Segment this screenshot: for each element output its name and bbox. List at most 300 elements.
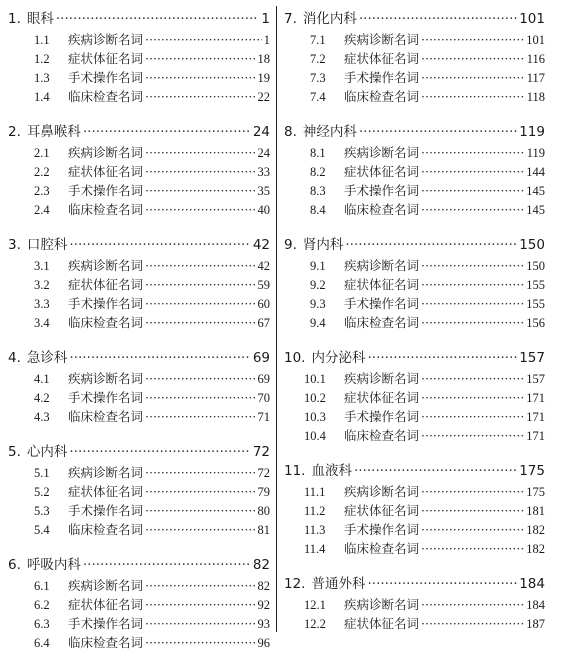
subsection-number: 9.1: [310, 259, 326, 273]
chapter-page-number: 42: [252, 237, 270, 253]
dot-leader: [421, 388, 524, 407]
subsection-title: 临床检查名词: [68, 409, 144, 424]
dot-leader: [421, 520, 524, 539]
toc-subsection-entry[interactable]: [284, 30, 545, 49]
dot-leader: [145, 614, 255, 633]
dot-leader: [145, 181, 255, 200]
toc-subsection-entry[interactable]: [8, 275, 270, 294]
toc-subsection-entry[interactable]: [284, 294, 545, 313]
toc-subsection-entry[interactable]: [8, 595, 270, 614]
subsection-page-number: 42: [257, 259, 270, 273]
toc-subsection-entry[interactable]: [8, 68, 270, 87]
subsection-title: 症状体征名词: [68, 164, 144, 179]
subsection-page-number: 119: [526, 146, 545, 160]
chapter-title: 血液科: [311, 463, 352, 479]
subsection-title: 症状体征名词: [344, 164, 420, 179]
subsection-page-number: 117: [526, 71, 545, 85]
dot-leader: [421, 482, 524, 501]
dot-leader: [145, 294, 255, 313]
subsection-number: 6.3: [34, 617, 50, 631]
subsection-title: 临床检查名词: [68, 89, 144, 104]
dot-leader: [421, 539, 524, 558]
dot-leader: [359, 121, 517, 143]
toc-subsection-entry[interactable]: [8, 162, 270, 181]
chapter-page-number: 82: [252, 557, 270, 573]
dot-leader: [421, 313, 524, 332]
subsection-number: 1.2: [34, 52, 50, 66]
subsection-title: 疾病诊断名词: [344, 484, 420, 499]
subsection-title: 手术操作名词: [68, 183, 144, 198]
toc-subsection-entry[interactable]: [8, 30, 270, 49]
dot-leader: [145, 87, 255, 106]
subsection-number: 10.4: [304, 429, 326, 443]
subsection-page-number: 155: [526, 278, 545, 292]
chapter-page-number: 184: [519, 576, 545, 592]
subsection-page-number: 187: [526, 617, 545, 631]
subsection-page-number: 181: [526, 504, 545, 518]
subsection-title: 疾病诊断名词: [344, 32, 420, 47]
subsection-title: 疾病诊断名词: [68, 465, 144, 480]
subsection-page-number: 24: [257, 146, 270, 160]
subsection-page-number: 155: [526, 297, 545, 311]
toc-section: [284, 121, 545, 219]
subsection-number: 9.3: [310, 297, 326, 311]
subsection-number: 2.2: [34, 165, 50, 179]
subsection-title: 症状体征名词: [68, 277, 144, 292]
subsection-number: 12.1: [304, 598, 326, 612]
dot-leader: [421, 49, 525, 68]
dot-leader: [421, 162, 524, 181]
dot-leader: [421, 614, 524, 633]
dot-leader: [421, 143, 525, 162]
dot-leader: [145, 388, 255, 407]
subsection-number: 3.4: [34, 316, 50, 330]
subsection-number: 3.2: [34, 278, 50, 292]
chapter-number: 5.: [8, 444, 21, 460]
dot-leader: [421, 595, 524, 614]
toc-subsection-entry[interactable]: [8, 49, 270, 68]
dot-leader: [421, 30, 524, 49]
dot-leader: [421, 294, 524, 313]
chapter-title: 呼吸内科: [26, 557, 81, 573]
subsection-title: 症状体征名词: [344, 616, 420, 631]
subsection-number: 11.4: [304, 542, 326, 556]
toc-chapter-entry[interactable]: [284, 347, 545, 369]
subsection-page-number: 82: [257, 579, 270, 593]
subsection-page-number: 1: [263, 33, 270, 47]
chapter-page-number: 24: [252, 124, 270, 140]
subsection-number: 6.4: [34, 636, 50, 650]
chapter-title: 消化内科: [302, 11, 357, 27]
subsection-page-number: 79: [257, 485, 270, 499]
toc-chapter-entry[interactable]: [8, 347, 270, 369]
dot-leader: [367, 347, 517, 369]
subsection-title: 手术操作名词: [68, 616, 144, 631]
subsection-page-number: 116: [526, 52, 545, 66]
subsection-title: 手术操作名词: [68, 296, 144, 311]
subsection-page-number: 69: [257, 372, 270, 386]
toc-subsection-entry[interactable]: [8, 200, 270, 219]
toc-subsection-entry[interactable]: [284, 407, 545, 426]
dot-leader: [145, 463, 255, 482]
subsection-title: 症状体征名词: [344, 51, 420, 66]
subsection-title: 疾病诊断名词: [68, 32, 144, 47]
subsection-number: 4.3: [34, 410, 50, 424]
dot-leader: [145, 313, 255, 332]
toc-chapter-entry[interactable]: [8, 121, 270, 143]
subsection-title: 临床检查名词: [68, 635, 144, 650]
subsection-title: 症状体征名词: [68, 51, 144, 66]
subsection-number: 8.4: [310, 203, 326, 217]
subsection-number: 4.1: [34, 372, 50, 386]
subsection-page-number: 182: [526, 523, 545, 537]
toc-subsection-entry[interactable]: [284, 614, 545, 633]
subsection-page-number: 80: [257, 504, 270, 518]
dot-leader: [145, 200, 255, 219]
dot-leader: [421, 68, 525, 87]
toc-column-right: [284, 0, 545, 639]
toc-subsection-entry[interactable]: [284, 520, 545, 539]
subsection-page-number: 157: [526, 372, 545, 386]
subsection-title: 疾病诊断名词: [68, 145, 144, 160]
subsection-number: 10.3: [304, 410, 326, 424]
subsection-title: 手术操作名词: [68, 390, 144, 405]
dot-leader: [421, 181, 524, 200]
toc-subsection-entry[interactable]: [284, 49, 545, 68]
subsection-title: 手术操作名词: [344, 183, 420, 198]
dot-leader: [421, 501, 524, 520]
chapter-title: 急诊科: [26, 350, 68, 366]
toc-subsection-entry[interactable]: [8, 463, 270, 482]
subsection-number: 1.1: [34, 33, 50, 47]
toc-subsection-entry[interactable]: [284, 68, 545, 87]
subsection-page-number: 171: [526, 429, 545, 443]
toc-subsection-entry[interactable]: [8, 87, 270, 106]
subsection-page-number: 72: [257, 466, 270, 480]
dot-leader: [69, 234, 250, 256]
toc-subsection-entry[interactable]: [8, 482, 270, 501]
subsection-page-number: 19: [257, 71, 270, 85]
chapter-number: 3.: [8, 237, 21, 253]
column-divider: [276, 6, 277, 632]
subsection-number: 7.2: [310, 52, 326, 66]
dot-leader: [145, 407, 255, 426]
dot-leader: [145, 633, 255, 652]
subsection-number: 11.2: [304, 504, 326, 518]
dot-leader: [145, 30, 262, 49]
subsection-page-number: 171: [526, 410, 545, 424]
dot-leader: [145, 275, 255, 294]
chapter-number: 12.: [284, 576, 306, 592]
subsection-number: 9.4: [310, 316, 326, 330]
chapter-title: 耳鼻喉科: [26, 124, 81, 140]
toc-section: [284, 234, 545, 332]
subsection-title: 手术操作名词: [68, 503, 144, 518]
subsection-page-number: 71: [257, 410, 270, 424]
toc-subsection-entry[interactable]: [8, 407, 270, 426]
subsection-page-number: 40: [257, 203, 270, 217]
chapter-title: 心内科: [26, 444, 68, 460]
toc-subsection-entry[interactable]: [8, 369, 270, 388]
toc-section: [8, 234, 270, 332]
dot-leader: [145, 162, 255, 181]
subsection-number: 1.4: [34, 90, 50, 104]
dot-leader: [145, 501, 255, 520]
subsection-number: 11.1: [304, 485, 326, 499]
subsection-page-number: 145: [526, 203, 545, 217]
subsection-number: 5.1: [34, 466, 50, 480]
dot-leader: [421, 407, 524, 426]
subsection-page-number: 175: [526, 485, 545, 499]
toc-subsection-entry[interactable]: [284, 87, 545, 106]
subsection-number: 8.2: [310, 165, 326, 179]
subsection-number: 7.3: [310, 71, 326, 85]
chapter-number: 6.: [8, 557, 21, 573]
subsection-title: 疾病诊断名词: [344, 597, 420, 612]
toc-section: [8, 441, 270, 539]
subsection-title: 手术操作名词: [344, 296, 420, 311]
dot-leader: [421, 87, 525, 106]
subsection-page-number: 118: [526, 90, 545, 104]
subsection-number: 8.1: [310, 146, 326, 160]
dot-leader: [145, 520, 255, 539]
dot-leader: [421, 369, 524, 388]
chapter-page-number: 72: [252, 444, 270, 460]
toc-chapter-entry[interactable]: [284, 234, 545, 256]
subsection-title: 症状体征名词: [68, 597, 144, 612]
dot-leader: [145, 482, 255, 501]
dot-leader: [83, 121, 251, 143]
subsection-title: 症状体征名词: [344, 390, 420, 405]
chapter-title: 口腔科: [26, 237, 68, 253]
subsection-number: 8.3: [310, 184, 326, 198]
chapter-number: 7.: [284, 11, 297, 27]
subsection-title: 疾病诊断名词: [344, 145, 420, 160]
subsection-number: 10.2: [304, 391, 326, 405]
toc-subsection-entry[interactable]: [8, 294, 270, 313]
chapter-title: 内分泌科: [311, 350, 366, 366]
toc-subsection-entry[interactable]: [284, 388, 545, 407]
subsection-number: 7.4: [310, 90, 326, 104]
dot-leader: [69, 441, 250, 463]
toc-subsection-entry[interactable]: [8, 614, 270, 633]
subsection-number: 2.1: [34, 146, 50, 160]
subsection-page-number: 96: [257, 636, 270, 650]
chapter-number: 4.: [8, 350, 21, 366]
chapter-number: 11.: [284, 463, 306, 479]
subsection-page-number: 59: [257, 278, 270, 292]
dot-leader: [145, 143, 255, 162]
subsection-number: 1.3: [34, 71, 50, 85]
toc-subsection-entry[interactable]: [8, 143, 270, 162]
subsection-number: 2.4: [34, 203, 50, 217]
subsection-title: 临床检查名词: [344, 541, 420, 556]
chapter-number: 9.: [284, 237, 297, 253]
subsection-number: 10.1: [304, 372, 326, 386]
subsection-title: 疾病诊断名词: [344, 371, 420, 386]
dot-leader: [345, 234, 517, 256]
dot-leader: [421, 256, 524, 275]
dot-leader: [145, 68, 255, 87]
toc-section: [284, 573, 545, 633]
chapter-page-number: 1: [261, 11, 270, 27]
subsection-title: 临床检查名词: [68, 315, 144, 330]
dot-leader: [145, 595, 255, 614]
subsection-number: 12.2: [304, 617, 326, 631]
subsection-page-number: 156: [526, 316, 545, 330]
chapter-number: 8.: [284, 124, 297, 140]
subsection-number: 5.4: [34, 523, 50, 537]
chapter-page-number: 101: [519, 11, 545, 27]
chapter-page-number: 69: [252, 350, 270, 366]
toc-subsection-entry[interactable]: [284, 369, 545, 388]
toc-chapter-entry[interactable]: [284, 8, 545, 30]
toc-chapter-entry[interactable]: [8, 441, 270, 463]
subsection-page-number: 101: [526, 33, 545, 47]
subsection-page-number: 70: [257, 391, 270, 405]
toc-subsection-entry[interactable]: [8, 520, 270, 539]
subsection-title: 临床检查名词: [68, 202, 144, 217]
chapter-page-number: 150: [519, 237, 545, 253]
toc-section: [284, 460, 545, 558]
toc-chapter-entry[interactable]: [284, 121, 545, 143]
toc-chapter-entry[interactable]: [284, 573, 545, 595]
dot-leader: [421, 200, 524, 219]
chapter-number: 10.: [284, 350, 306, 366]
dot-leader: [56, 8, 260, 30]
toc-chapter-entry[interactable]: [8, 8, 270, 30]
toc-subsection-entry[interactable]: [284, 595, 545, 614]
subsection-title: 临床检查名词: [68, 522, 144, 537]
subsection-page-number: 22: [257, 90, 270, 104]
subsection-number: 4.2: [34, 391, 50, 405]
subsection-number: 11.3: [304, 523, 326, 537]
subsection-page-number: 145: [526, 184, 545, 198]
dot-leader: [145, 576, 255, 595]
toc-subsection-entry[interactable]: [8, 313, 270, 332]
subsection-title: 疾病诊断名词: [344, 258, 420, 273]
subsection-number: 6.2: [34, 598, 50, 612]
toc-subsection-entry[interactable]: [284, 275, 545, 294]
chapter-page-number: 175: [519, 463, 545, 479]
dot-leader: [359, 8, 517, 30]
subsection-page-number: 18: [257, 52, 270, 66]
toc-subsection-entry[interactable]: [8, 181, 270, 200]
subsection-page-number: 184: [526, 598, 545, 612]
chapter-number: 1.: [8, 11, 21, 27]
subsection-page-number: 81: [257, 523, 270, 537]
subsection-page-number: 60: [257, 297, 270, 311]
subsection-number: 3.3: [34, 297, 50, 311]
toc-subsection-entry[interactable]: [284, 501, 545, 520]
toc-section: [284, 8, 545, 106]
chapter-title: 神经内科: [302, 124, 357, 140]
toc-column-left: [8, 0, 270, 650]
subsection-title: 临床检查名词: [344, 315, 420, 330]
toc-subsection-entry[interactable]: [8, 501, 270, 520]
toc-subsection-entry[interactable]: [8, 388, 270, 407]
subsection-title: 疾病诊断名词: [68, 578, 144, 593]
chapter-title: 肾内科: [302, 237, 344, 253]
subsection-number: 5.2: [34, 485, 50, 499]
chapter-number: 2.: [8, 124, 21, 140]
toc-subsection-entry[interactable]: [284, 181, 545, 200]
toc-section: [8, 347, 270, 426]
subsection-title: 症状体征名词: [68, 484, 144, 499]
subsection-title: 临床检查名词: [344, 202, 420, 217]
subsection-number: 2.3: [34, 184, 50, 198]
dot-leader: [354, 460, 517, 482]
subsection-title: 疾病诊断名词: [68, 371, 144, 386]
subsection-title: 疾病诊断名词: [68, 258, 144, 273]
subsection-page-number: 182: [526, 542, 545, 556]
toc-subsection-entry[interactable]: [284, 313, 545, 332]
toc-subsection-entry[interactable]: [284, 162, 545, 181]
dot-leader: [145, 49, 255, 68]
subsection-number: 5.3: [34, 504, 50, 518]
chapter-page-number: 157: [519, 350, 545, 366]
subsection-title: 症状体征名词: [344, 277, 420, 292]
subsection-page-number: 35: [257, 184, 270, 198]
subsection-title: 手术操作名词: [344, 409, 420, 424]
dot-leader: [69, 347, 250, 369]
subsection-page-number: 150: [526, 259, 545, 273]
dot-leader: [145, 369, 255, 388]
subsection-title: 临床检查名词: [344, 428, 420, 443]
dot-leader: [421, 426, 524, 445]
toc-subsection-entry[interactable]: [284, 539, 545, 558]
toc-subsection-entry[interactable]: [284, 200, 545, 219]
toc-section: [284, 347, 545, 445]
subsection-page-number: 67: [257, 316, 270, 330]
subsection-page-number: 33: [257, 165, 270, 179]
dot-leader: [83, 554, 251, 576]
toc-subsection-entry[interactable]: [284, 482, 545, 501]
subsection-page-number: 93: [257, 617, 270, 631]
subsection-number: 6.1: [34, 579, 50, 593]
toc-subsection-entry[interactable]: [284, 256, 545, 275]
subsection-page-number: 144: [526, 165, 545, 179]
dot-leader: [367, 573, 517, 595]
subsection-title: 症状体征名词: [344, 503, 420, 518]
subsection-page-number: 92: [257, 598, 270, 612]
chapter-page-number: 119: [519, 124, 545, 140]
toc-subsection-entry[interactable]: [284, 143, 545, 162]
chapter-title: 普通外科: [311, 576, 366, 592]
subsection-title: 手术操作名词: [68, 70, 144, 85]
toc-subsection-entry[interactable]: [8, 633, 270, 652]
subsection-number: 7.1: [310, 33, 326, 47]
toc-chapter-entry[interactable]: [284, 460, 545, 482]
subsection-title: 手术操作名词: [344, 70, 420, 85]
toc-chapter-entry[interactable]: [8, 234, 270, 256]
subsection-title: 手术操作名词: [344, 522, 420, 537]
subsection-number: 3.1: [34, 259, 50, 273]
toc-chapter-entry[interactable]: [8, 554, 270, 576]
dot-leader: [421, 275, 524, 294]
subsection-title: 临床检查名词: [344, 89, 420, 104]
subsection-number: 9.2: [310, 278, 326, 292]
toc-subsection-entry[interactable]: [8, 256, 270, 275]
toc-section: [8, 554, 270, 652]
chapter-title: 眼科: [26, 11, 54, 27]
toc-subsection-entry[interactable]: [8, 576, 270, 595]
toc-subsection-entry[interactable]: [284, 426, 545, 445]
dot-leader: [145, 256, 255, 275]
toc-section: [8, 121, 270, 219]
subsection-page-number: 171: [526, 391, 545, 405]
toc-section: [8, 8, 270, 106]
